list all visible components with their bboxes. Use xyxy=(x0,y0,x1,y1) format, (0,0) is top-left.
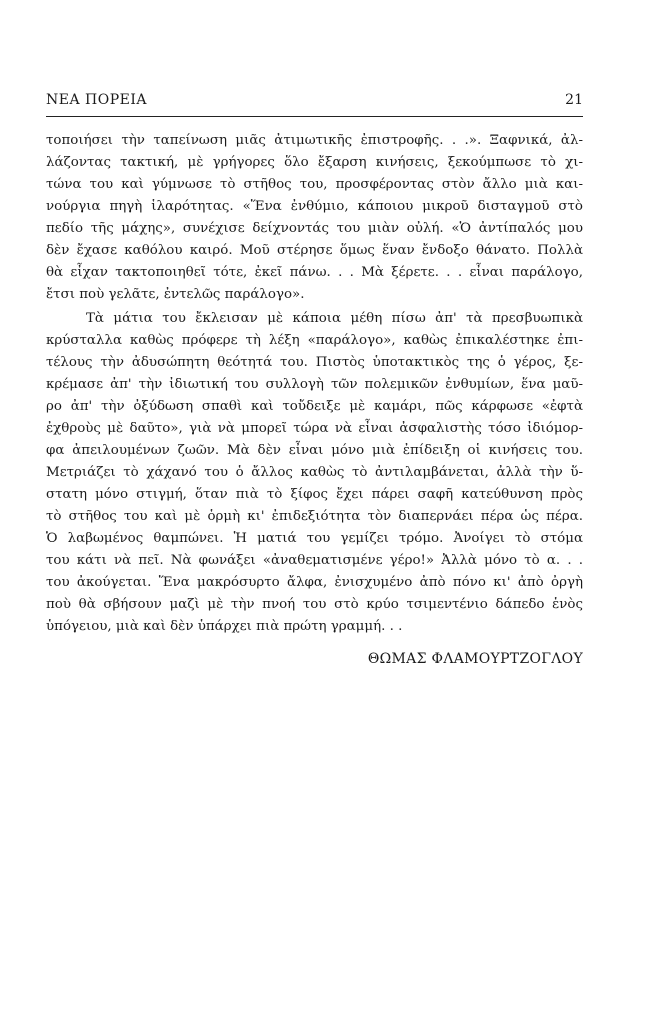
text-line: του κάτι νὰ πεῖ. Νὰ φωνάξει «ἀναθεματισμένε γέρο!» Ἀλλὰ μόνο τὸ α. . . xyxy=(46,553,583,568)
text-line: ἐχθροὺς μὲ δαῦτο», γιὰ νὰ μπορεῖ τώρα νὰ εἶναι ἀσφαλιστὴς τόσο ἰδιόμορ- xyxy=(46,421,583,436)
text-line: κρέμασε ἀπ' τὴν ἰδιωτική του συλλογὴ τῶν πολεμικῶν ἐνθυμίων, ἕνα μαῦ- xyxy=(46,377,583,392)
journal-title: ΝΕΑ ΠΟΡΕΙΑ xyxy=(46,92,147,108)
text-line: τέλους τὴν ἀδυσώπητη θεότητά του. Πιστὸς ὑποτακτικὸς της ὁ γέρος, ξε- xyxy=(46,355,583,370)
text-line: τώνα του καὶ γύμνωσε τὸ στῆθος του, προσφέροντας στὸν ἄλλο μιὰ και- xyxy=(46,177,583,192)
text-line: Τὰ μάτια του ἔκλεισαν μὲ κάποια μέθη πίσω ἀπ' τὰ πρεσβυωπικὰ xyxy=(86,311,583,326)
text-line: νούργια πηγὴ ἱλαρότητας. «Ἕνα ἐνθύμιο, κάποιου μικροῦ δισταγμοῦ στὸ xyxy=(46,199,583,214)
text-line: θὰ εἶχαν τακτοποιηθεῖ τότε, ἐκεῖ πάνω. . . Μὰ ξέρετε. . . εἶναι παράλογο, xyxy=(46,265,583,280)
page-number: 21 xyxy=(565,92,583,108)
text-line: πεδίο τῆς μάχης», συνέχισε δείχνοντάς του μιὰν οὐλή. «Ὁ ἀντίπαλός μου xyxy=(46,221,583,236)
text-line: δὲν ἔχασε καθόλου καιρό. Μοῦ στέρησε ὅμως ἕναν ἔνδοξο θάνατο. Πολλὰ xyxy=(46,243,583,258)
text-line: ἔτσι ποὺ γελᾶτε, ἐντελῶς παράλογο». xyxy=(46,287,305,302)
author-signature: ΘΩΜΑΣ ΦΛΑΜΟΥΡΤΖΟΓΛΟΥ xyxy=(367,651,583,667)
text-line: τοποιήσει τὴν ταπείνωση μιᾶς ἀτιμωτικῆς ἐπιστροφῆς. . .». Ξαφνικά, ἀλ- xyxy=(46,133,583,148)
text-line: ὑπόγειου, μιὰ καὶ δὲν ὑπάρχει πιὰ πρώτη γραμμή. . . xyxy=(46,619,403,634)
running-header xyxy=(46,92,583,117)
text-line: κρύσταλλα καθὼς πρόφερε τὴ λέξη «παράλογο», καθὼς ἐπικαλέστηκε ἐπι- xyxy=(46,333,583,348)
text-line: στατη μόνο στιγμή, ὅταν πιὰ τὸ ξίφος ἔχει πάρει σαφῆ κατεύθυνση πρὸς xyxy=(46,487,583,502)
text-line: τὸ στῆθος του καὶ μὲ ὁρμὴ κι' ἐπιδεξιότητα τὸν διαπερνάει πέρα ὡς πέρα. xyxy=(46,509,583,524)
text-line: ρο ἀπ' τὴν ὀξύδωση σπαθὶ καὶ τοὔδειξε μὲ καμάρι, πῶς κάρφωσε «ἐφτὰ xyxy=(46,399,583,414)
text-line: φα ἀπειλουμένων ζωῶν. Μὰ δὲν εἶναι μόνο μιὰ ἐπίδειξη οἱ κινήσεις του. xyxy=(46,443,583,458)
text-line: Μετριάζει τὸ χάχανό του ὁ ἄλλος καθὼς τὸ ἀντιλαμβάνεται, ἀλλὰ τὴν ὕ- xyxy=(46,465,583,480)
text-line: λάζοντας τακτική, μὲ γρήγορες ὅλο ἔξαρση κινήσεις, ξεκούμπωσε τὸ χι- xyxy=(46,155,583,170)
text-line: ποὺ θὰ σβήσουν μαζὶ μὲ τὴν πνοή του στὸ κρύο τσιμεντένιο δάπεδο ἑνὸς xyxy=(46,597,583,612)
text-line: Ὁ λαβωμένος θαμπώνει. Ἡ ματιά του γεμίζει τρόμο. Ἀνοίγει τὸ στόμα xyxy=(46,531,583,546)
text-line: του ἀκούγεται. Ἕνα μακρόσυρτο ἄλφα, ἐνισχυμένο ἀπὸ πόνο κι' ἀπὸ ὀργὴ xyxy=(46,575,583,590)
